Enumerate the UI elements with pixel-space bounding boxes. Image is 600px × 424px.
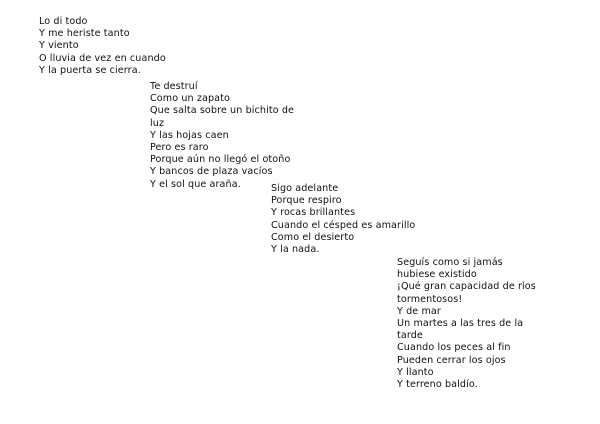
- poem-line: Cuando el césped es amarillo: [271, 219, 416, 231]
- poem-line: luz: [150, 117, 165, 129]
- poem-line: tormentosos!: [397, 293, 463, 305]
- poem-line: Te destruí: [150, 81, 198, 92]
- poem-line: Y terreno baldío.: [397, 379, 478, 391]
- stanza-3: [271, 183, 415, 256]
- poem-line: Cuando los peces al fin: [397, 342, 511, 354]
- poem-line: Y llanto: [397, 366, 434, 378]
- poem-line: Seguís como si jamás: [397, 257, 503, 268]
- poem-line: hubiese existido: [397, 269, 477, 281]
- poem-line: Pero es raro: [150, 142, 209, 154]
- poem-line: Pueden cerrar los ojos: [397, 354, 506, 366]
- poem-line: Y me heriste tanto: [39, 28, 130, 40]
- stanza-1: [39, 16, 166, 77]
- poem-line: Y la nada.: [271, 244, 320, 256]
- poem-line: Sigo adelante: [271, 183, 339, 194]
- poem-line: Como el desierto: [271, 231, 355, 243]
- poem-line: Como un zapato: [150, 93, 230, 105]
- poem-line: Un martes a las tres de la: [397, 318, 524, 330]
- poem-line: tarde: [397, 330, 423, 342]
- poem-line: Y las hojas caen: [150, 129, 229, 141]
- poem-line: Y rocas brillantes: [271, 207, 356, 219]
- stanza-4: [397, 257, 536, 391]
- poem-line: Y de mar: [397, 305, 441, 317]
- poem-line: Que salta sobre un bichito de: [150, 105, 295, 117]
- poem-line: O lluvia de vez en cuando: [39, 52, 166, 64]
- poem-line: Y el sol que araña.: [150, 178, 241, 190]
- poem-line: Y bancos de plaza vacíos: [150, 166, 273, 178]
- stanza-2: [150, 81, 294, 191]
- poem-line: ¡Qué gran capacidad de ríos: [397, 281, 536, 293]
- poem-line: Lo di todo: [39, 16, 88, 27]
- poem-line: Y viento: [39, 40, 79, 52]
- poem-line: Porque aún no llegó el otoño: [150, 154, 291, 166]
- poem-line: Porque respiro: [271, 195, 342, 207]
- poem-line: Y la puerta se cierra.: [39, 64, 141, 76]
